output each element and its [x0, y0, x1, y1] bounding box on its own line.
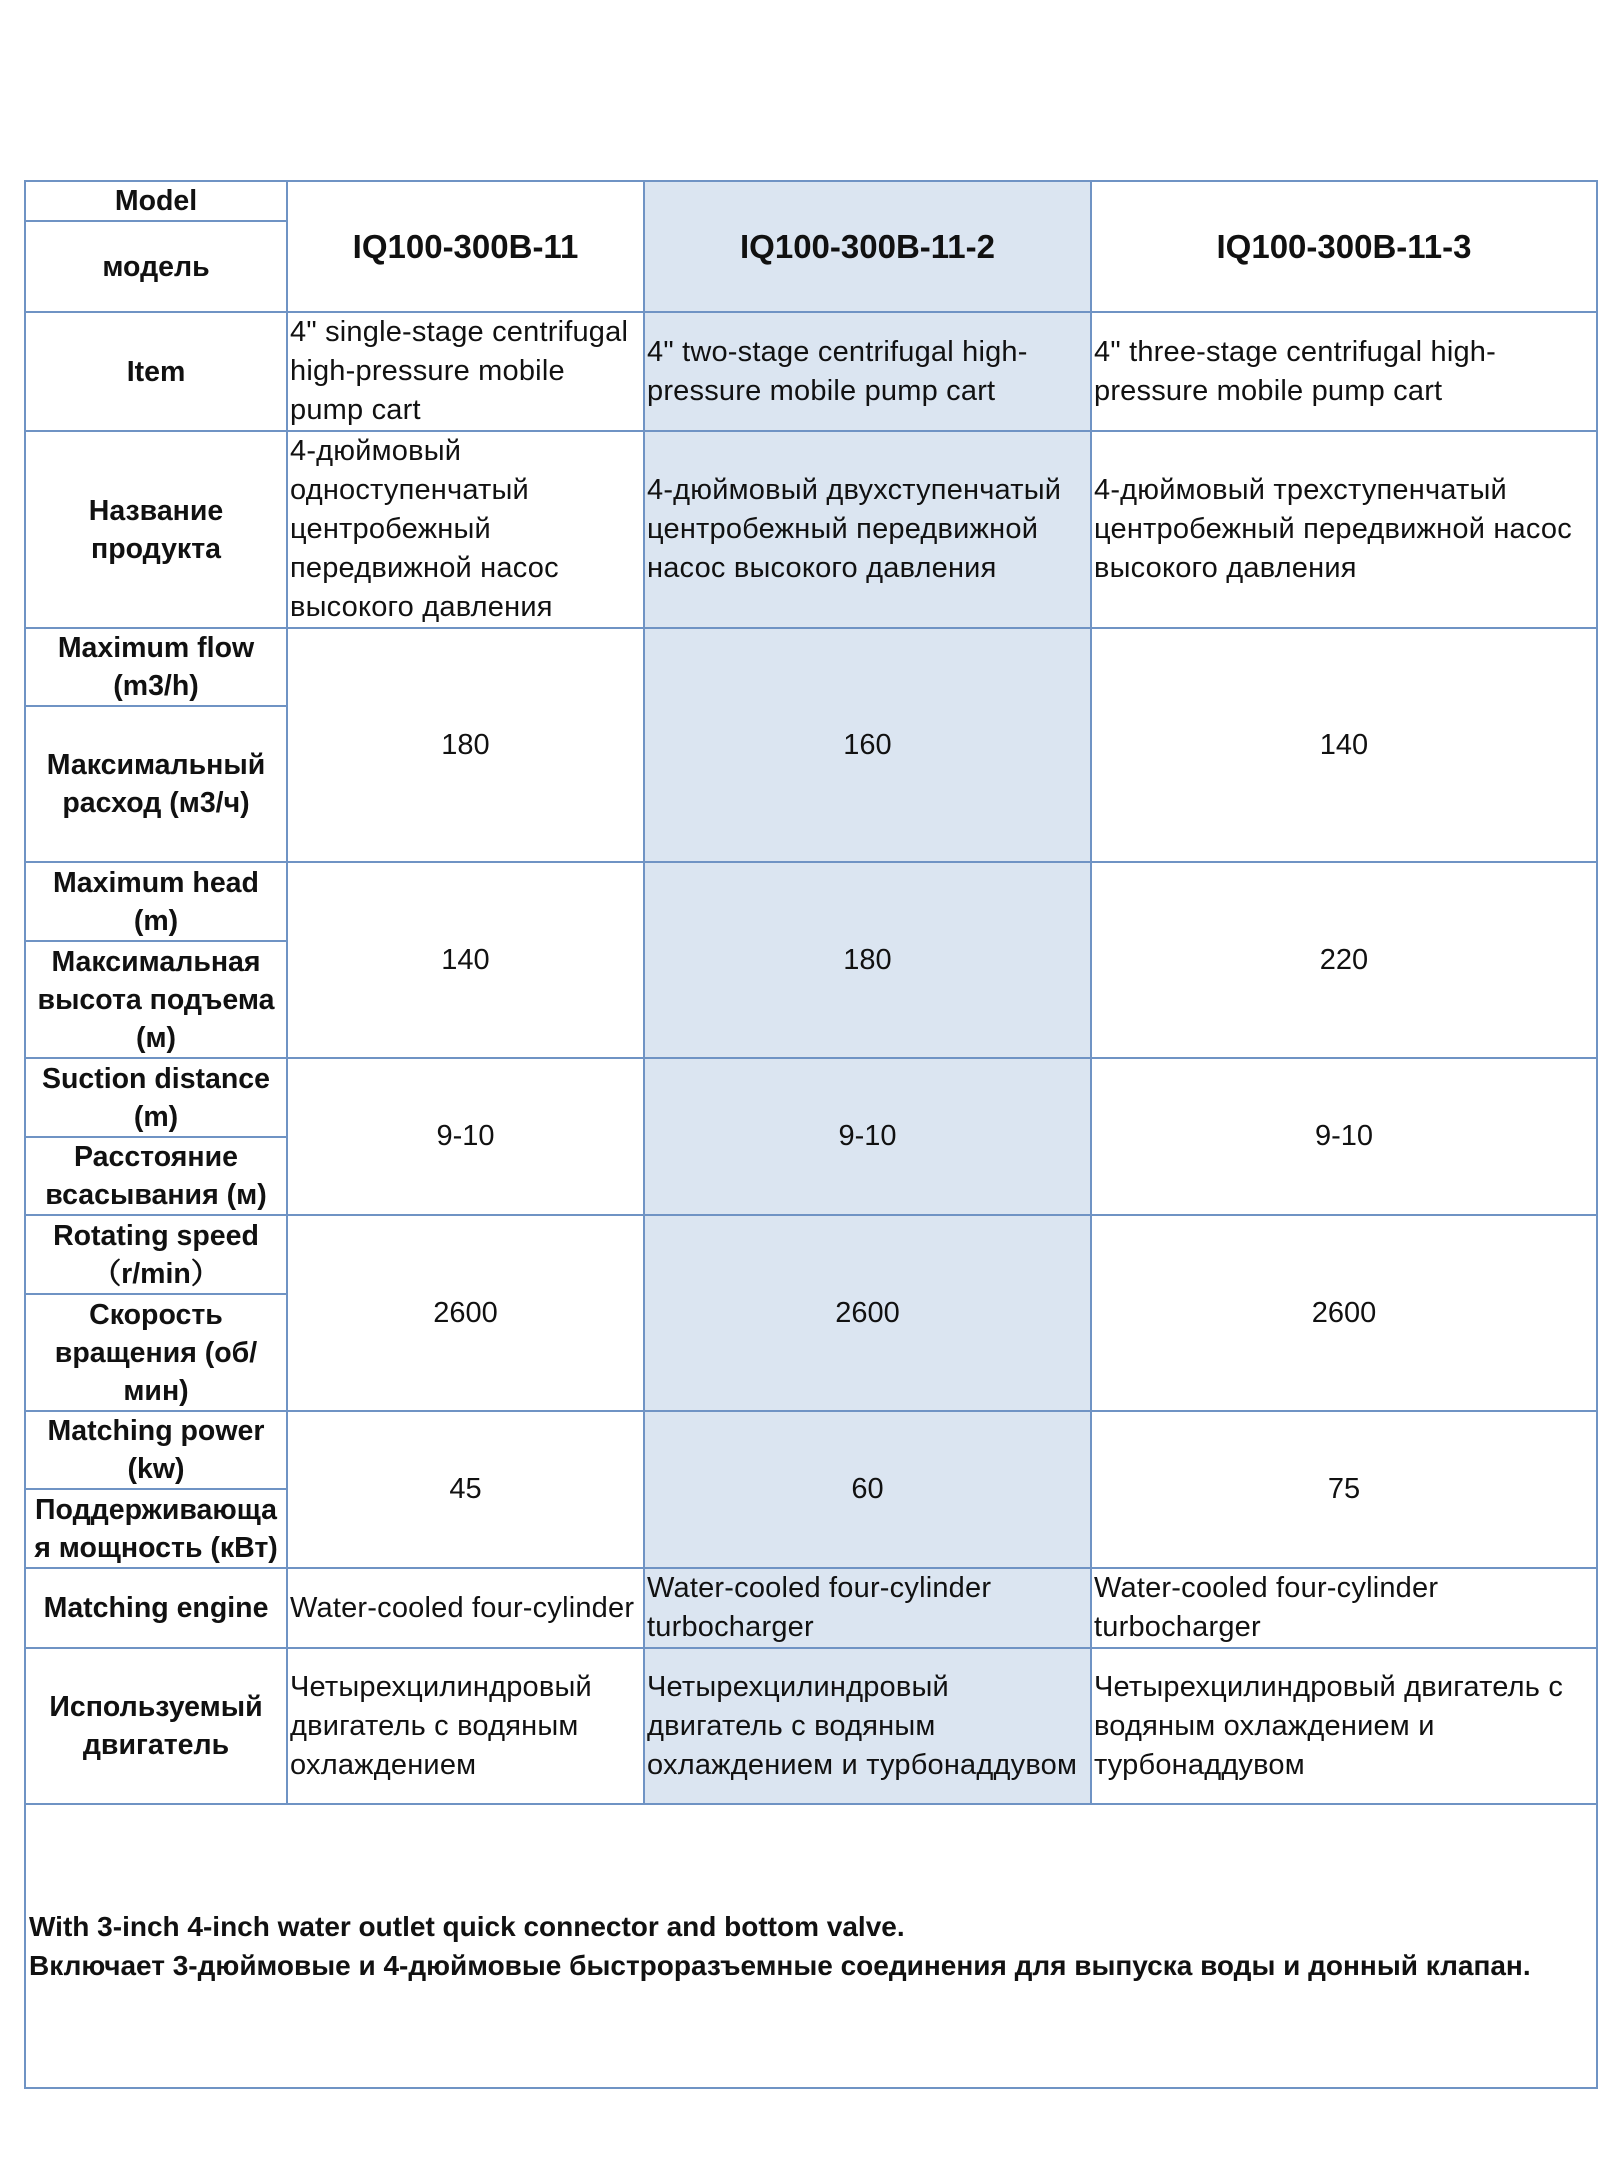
suction-value-3: 9-10 [1091, 1058, 1597, 1215]
note-line-ru: Включает 3-дюймовые и 4-дюймовые быстроразъемные соединения для выпуска воды и донный клапан. [29, 1950, 1531, 1981]
engine-value-en-1: Water-cooled four-cylinder [287, 1568, 644, 1648]
max-flow-value-3: 140 [1091, 628, 1597, 862]
model-name-2: IQ100-300B-11-2 [644, 181, 1091, 312]
engine-value-en-2: Water-cooled four-cylinder turbocharger [644, 1568, 1091, 1648]
power-label-ru: Поддерживающа я мощность (кВт) [25, 1489, 287, 1568]
speed-value-2: 2600 [644, 1215, 1091, 1411]
engine-label-ru: Используемый двигатель [25, 1648, 287, 1804]
max-flow-label-en: Maximum flow (m3/h) [25, 628, 287, 706]
item-value-2: 4" two-stage centrifugal high-pressure mobile pump cart [644, 312, 1091, 431]
power-value-2: 60 [644, 1411, 1091, 1568]
speed-value-1: 2600 [287, 1215, 644, 1411]
model-label-en: Model [25, 181, 287, 221]
product-name-value-3: 4-дюймовый трехступенчатый центробежный передвижной насос высокого давления [1091, 431, 1597, 628]
model-label-ru: модель [25, 221, 287, 312]
product-name-value-1: 4-дюймовый одноступенчатый центробежный передвижной насос высокого давления [287, 431, 644, 628]
pump-spec-table [24, 180, 1598, 2089]
power-value-1: 45 [287, 1411, 644, 1568]
speed-label-en: Rotating speed （r/min） [25, 1215, 287, 1294]
product-name-label: Название продукта [25, 431, 287, 628]
speed-value-3: 2600 [1091, 1215, 1597, 1411]
item-value-3: 4" three-stage centrifugal high-pressure mobile pump cart [1091, 312, 1597, 431]
model-name-3: IQ100-300B-11-3 [1091, 181, 1597, 312]
suction-value-1: 9-10 [287, 1058, 644, 1215]
max-head-value-2: 180 [644, 862, 1091, 1058]
note-line-en: With 3-inch 4-inch water outlet quick connector and bottom valve. [29, 1911, 905, 1942]
max-head-value-1: 140 [287, 862, 644, 1058]
product-name-value-2: 4-дюймовый двухступенчатый центробежный передвижной насос высокого давления [644, 431, 1091, 628]
max-head-label-en: Maximum head (m) [25, 862, 287, 941]
engine-value-ru-3: Четырехцилиндровый двигатель с водяным охлаждением и турбонаддувом [1091, 1648, 1597, 1804]
max-flow-label-ru: Максимальный расход (м3/ч) [25, 706, 287, 862]
max-flow-value-2: 160 [644, 628, 1091, 862]
suction-value-2: 9-10 [644, 1058, 1091, 1215]
speed-label-ru: Скорость вращения (об/мин) [25, 1294, 287, 1411]
engine-label-en: Matching engine [25, 1568, 287, 1648]
engine-value-en-3: Water-cooled four-cylinder turbocharger [1091, 1568, 1597, 1648]
suction-label-ru: Расстояние всасывания (м) [25, 1137, 287, 1215]
engine-value-ru-1: Четырехцилиндровый двигатель с водяным охлаждением [287, 1648, 644, 1804]
item-label: Item [25, 312, 287, 431]
engine-value-ru-2: Четырехцилиндровый двигатель с водяным охлаждением и турбонаддувом [644, 1648, 1091, 1804]
max-head-label-ru: Максимальная высота подъема (м) [25, 941, 287, 1058]
power-value-3: 75 [1091, 1411, 1597, 1568]
accessories-note [25, 1804, 1597, 2088]
item-value-1: 4" single-stage centrifugal high-pressure mobile pump cart [287, 312, 644, 431]
suction-label-en: Suction distance (m) [25, 1058, 287, 1137]
max-head-value-3: 220 [1091, 862, 1597, 1058]
model-name-1: IQ100-300B-11 [287, 181, 644, 312]
power-label-en: Matching power (kw) [25, 1411, 287, 1489]
max-flow-value-1: 180 [287, 628, 644, 862]
